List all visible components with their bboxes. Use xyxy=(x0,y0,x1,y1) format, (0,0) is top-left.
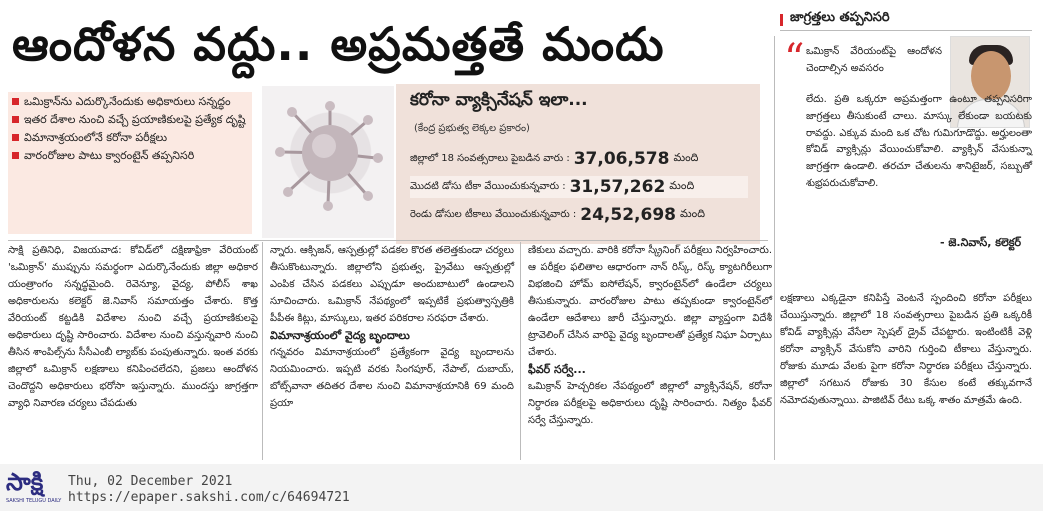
publication-date: Thu, 02 December 2021 xyxy=(68,474,233,489)
subheading: ఫీవర్ సర్వే... xyxy=(528,363,586,376)
headline: ఆందోళన వద్దు.. అప్రమత్తతే మందు xyxy=(12,17,665,71)
bullet-icon xyxy=(12,98,19,105)
sakshi-logo: సాక్షి SAKSHI TELUGU DAILY xyxy=(6,468,62,504)
bullet-icon xyxy=(12,134,19,141)
vaccination-box xyxy=(396,84,760,244)
highlight-item: ఒమిక్రాన్‌ను ఎదుర్కొనేందుకు అధికారులు సన్నద్ధం xyxy=(12,94,248,110)
article-column-4: లక్షణాలు ఎక్కడైనా కనిపిస్తే వెంటనే స్పందించి కరోనా పరీక్షలు చేయిస్తున్నారు. జిల్లాలో 18 సంవత్సరాలు పైబడిన ప్రతి ఒక్కరికీ కోవిడ్ వ్యాక్సిన్లు వేసేలా స్పెషల్ డ్రైవ్ చేపట్టారు. ఇంటింటికీ వెళ్లి కరోనా వ్యాక్సిన్ వేసుకోని వారిని గుర్తించి టీకాలు వేస్తున్నారు. రోజుకు మూడు వేలకు పైగా కరోనా నిర్ధారణ పరీక్షలు చేస్తున్నారు. జిల్లాలో సగటున రోజుకు 30 కేసుల కంటే తక్కువగానే నమోదవుతున్నాయి. పాజిటివ్ రేటు ఒక్క శాతం మాత్రమే ఉంది. xyxy=(780,293,1032,406)
article-column-3: ణికులు వచ్చారు. వారికి కరోనా స్క్రీనింగ్ పరీక్షలు నిర్వహించారు. ఆ పరీక్షల ఫలితాల ఆధారంగా నాన్ రిస్క్, రిస్క్ క్యాటగిరీలుగా విభజించి హోమ్ ఐసోలేషన్, క్వారంటైన్‌లో ఉండేలా చర్యలు తీసుకున్నారు. వారంరోజుల పాటు తప్పకుండా క్వారంటైన్‌లో ఉండేలా ఆదేశాలు జారీ చేస్తున్నారు. జిల్లా వ్యాప్తంగా విదేశీ ట్రావెలింగ్ చేసిన వారిపై వైద్య బృందాలతో ప్రత్యేక నిఘా ఏర్పాటు చేశారు. ఫీవర్ సర్వే... ఒమిక్రాన్ హెచ్చరికల నేపథ్యంలో జిల్లాలో వ్యాక్సినేషన్, కరోనా నిర్ధారణ పరీక్షలపై అధికారులు దృష్టి సారించారు. నిత్యం ఫీవర్ సర్వే చేస్తున్నారు. xyxy=(528,245,772,426)
quote-text-top: ఒమిక్రాన్ వేరియంట్‌పై ఆందోళన చెందాల్సిన అవసరం xyxy=(806,46,942,74)
vaccination-title: కరోనా వ్యాక్సినేషన్ ఇలా... xyxy=(410,90,588,110)
divider xyxy=(8,240,768,241)
quote-text-rest: లేదు. ప్రతి ఒక్కరూ అప్రమత్తంగా ఉంటూ తప్పనిసరిగా జాగ్రత్తలు తీసుకుంటే చాలు. మాస్కు లేకుండా బయటకు రావద్దు. ఎక్కువ మంది ఒక చోట గుమిగూడొద్దు. అర్హులంతా కోవిడ్ వ్యాక్సిన్లు వేయించుకోవాలి. వ్యాక్సిన్ వేసుకున్నా జాగ్రత్తగా ఉండాలి. తరచూ చేతులను శానిటైజర్, సబ్బుతో శుభ్రపరుచుకోవాలి. xyxy=(806,94,1032,189)
article-column-2: న్నారు. ఆక్సిజన్, ఆస్పత్రుల్లో పడకల కొరత తలెత్తకుండా చర్యలు తీసుకొంటున్నారు. జిల్లాలోని ప్రభుత్వ, ప్రైవేటు ఆస్పత్రుల్లో ఎంపిక చేసిన పడకలు ఎప్పుడూ అందుబాటులో ఉండాలని సూచించారు. ఒమిక్రాన్ నేపథ్యంలో ఇప్పటికే ప్రభుత్వాస్పత్రికి పీపీఈ కిట్లు, మాస్కులు, ఇతర పరికరాల సరఫరా చేశారు. విమానాశ్రయంలో వైద్య బృందాలు గన్నవరం విమానాశ్రయంలో ప్రత్యేకంగా వైద్య బృందాలను నియమించారు. ఇప్పటి వరకు సింగపూర్, నేపాల్, దుబాయ్, బోట్స్‌వానా తదితర దేశాల నుంచి విమానాశ్రయానికి 69 మంది ప్రయా xyxy=(270,245,514,409)
column-divider xyxy=(520,242,521,460)
column-divider xyxy=(262,242,263,460)
highlights-box xyxy=(8,92,252,234)
article-column-1: సాక్షి ప్రతినిధి, విజయవాడ: కోవిడ్‌లో దక్షిణాఫ్రికా వేరియంట్ 'ఒమిక్రాన్' ముప్పును సమర్థంగా ఎదుర్కొనేందుకు జిల్లా అధికార యంత్రాంగం సన్నద్ధమైంది. రెవెన్యూ, వైద్య, పోలీస్ శాఖ అధికారులను కలెక్టర్ జె.నివాస్ సమాయత్తం చేశారు. కొత్త వేరియంట్ కట్టడికి విదేశాల నుంచి వచ్చే ప్రయాణికులపై అధికారులు దృష్టి సారించారు. విదేశాల నుంచి వస్తున్నవారి నుంచి తీసిన శాంపిల్స్‌ను సీసీఎంబీ ల్యాబ్‌కు పంపుతున్నారు. ఇంత వరకు జిల్లాలో ఒమిక్రాన్ లక్షణాలు కనిపించలేదని, ప్రజలు ఆందోళన చెందొద్దని అధికారులు భరోసా ఇస్తున్నారు. ముందస్తు జాగ్రత్తగా వ్యాధి నివారణ చర్యలు చేపడుతు xyxy=(8,245,258,409)
column-divider xyxy=(774,36,775,460)
bullet-icon xyxy=(12,152,19,159)
bullet-icon xyxy=(12,116,19,123)
vaccination-row: మొదటి డోసు టీకా వేయించుకున్నవారు : 31,57,262 మంది xyxy=(410,176,748,198)
vaccination-subtitle: (కేంద్ర ప్రభుత్వ లెక్కల ప్రకారం) xyxy=(414,123,530,134)
highlight-item: వారంరోజుల పాటు క్వారంటైన్ తప్పనిసరి xyxy=(12,148,248,164)
column-heading: జాగ్రత్తలు తప్పనిసరి xyxy=(790,10,890,25)
highlight-item: ఇతర దేశాల నుంచి వచ్చే ప్రయాణికులపై ప్రత్యేక దృష్టి xyxy=(12,112,248,128)
quote-icon: “ xyxy=(784,36,805,82)
vaccination-row: జిల్లాలో 18 సంవత్సరాలు పైబడిన వారు : 37,06,578 మంది xyxy=(410,149,699,169)
vaccination-row: రెండు డోసుల టీకాలు వేయించుకున్నవారు : 24,52,698 మంది xyxy=(410,205,705,225)
highlight-item: విమానాశ్రయంలోనే కరోనా పరీక్షలు xyxy=(12,130,248,146)
virus-illustration xyxy=(262,86,394,238)
footer xyxy=(0,464,1043,511)
column-accent-bar xyxy=(780,14,783,26)
epaper-link[interactable]: https://epaper.sakshi.com/c/64694721 xyxy=(68,490,350,505)
column-signature: - జె.నివాస్, కలెక్టర్ xyxy=(940,236,1022,249)
subheading: విమానాశ్రయంలో వైద్య బృందాలు xyxy=(270,329,410,342)
virus-image xyxy=(262,86,394,238)
divider xyxy=(780,30,1032,31)
